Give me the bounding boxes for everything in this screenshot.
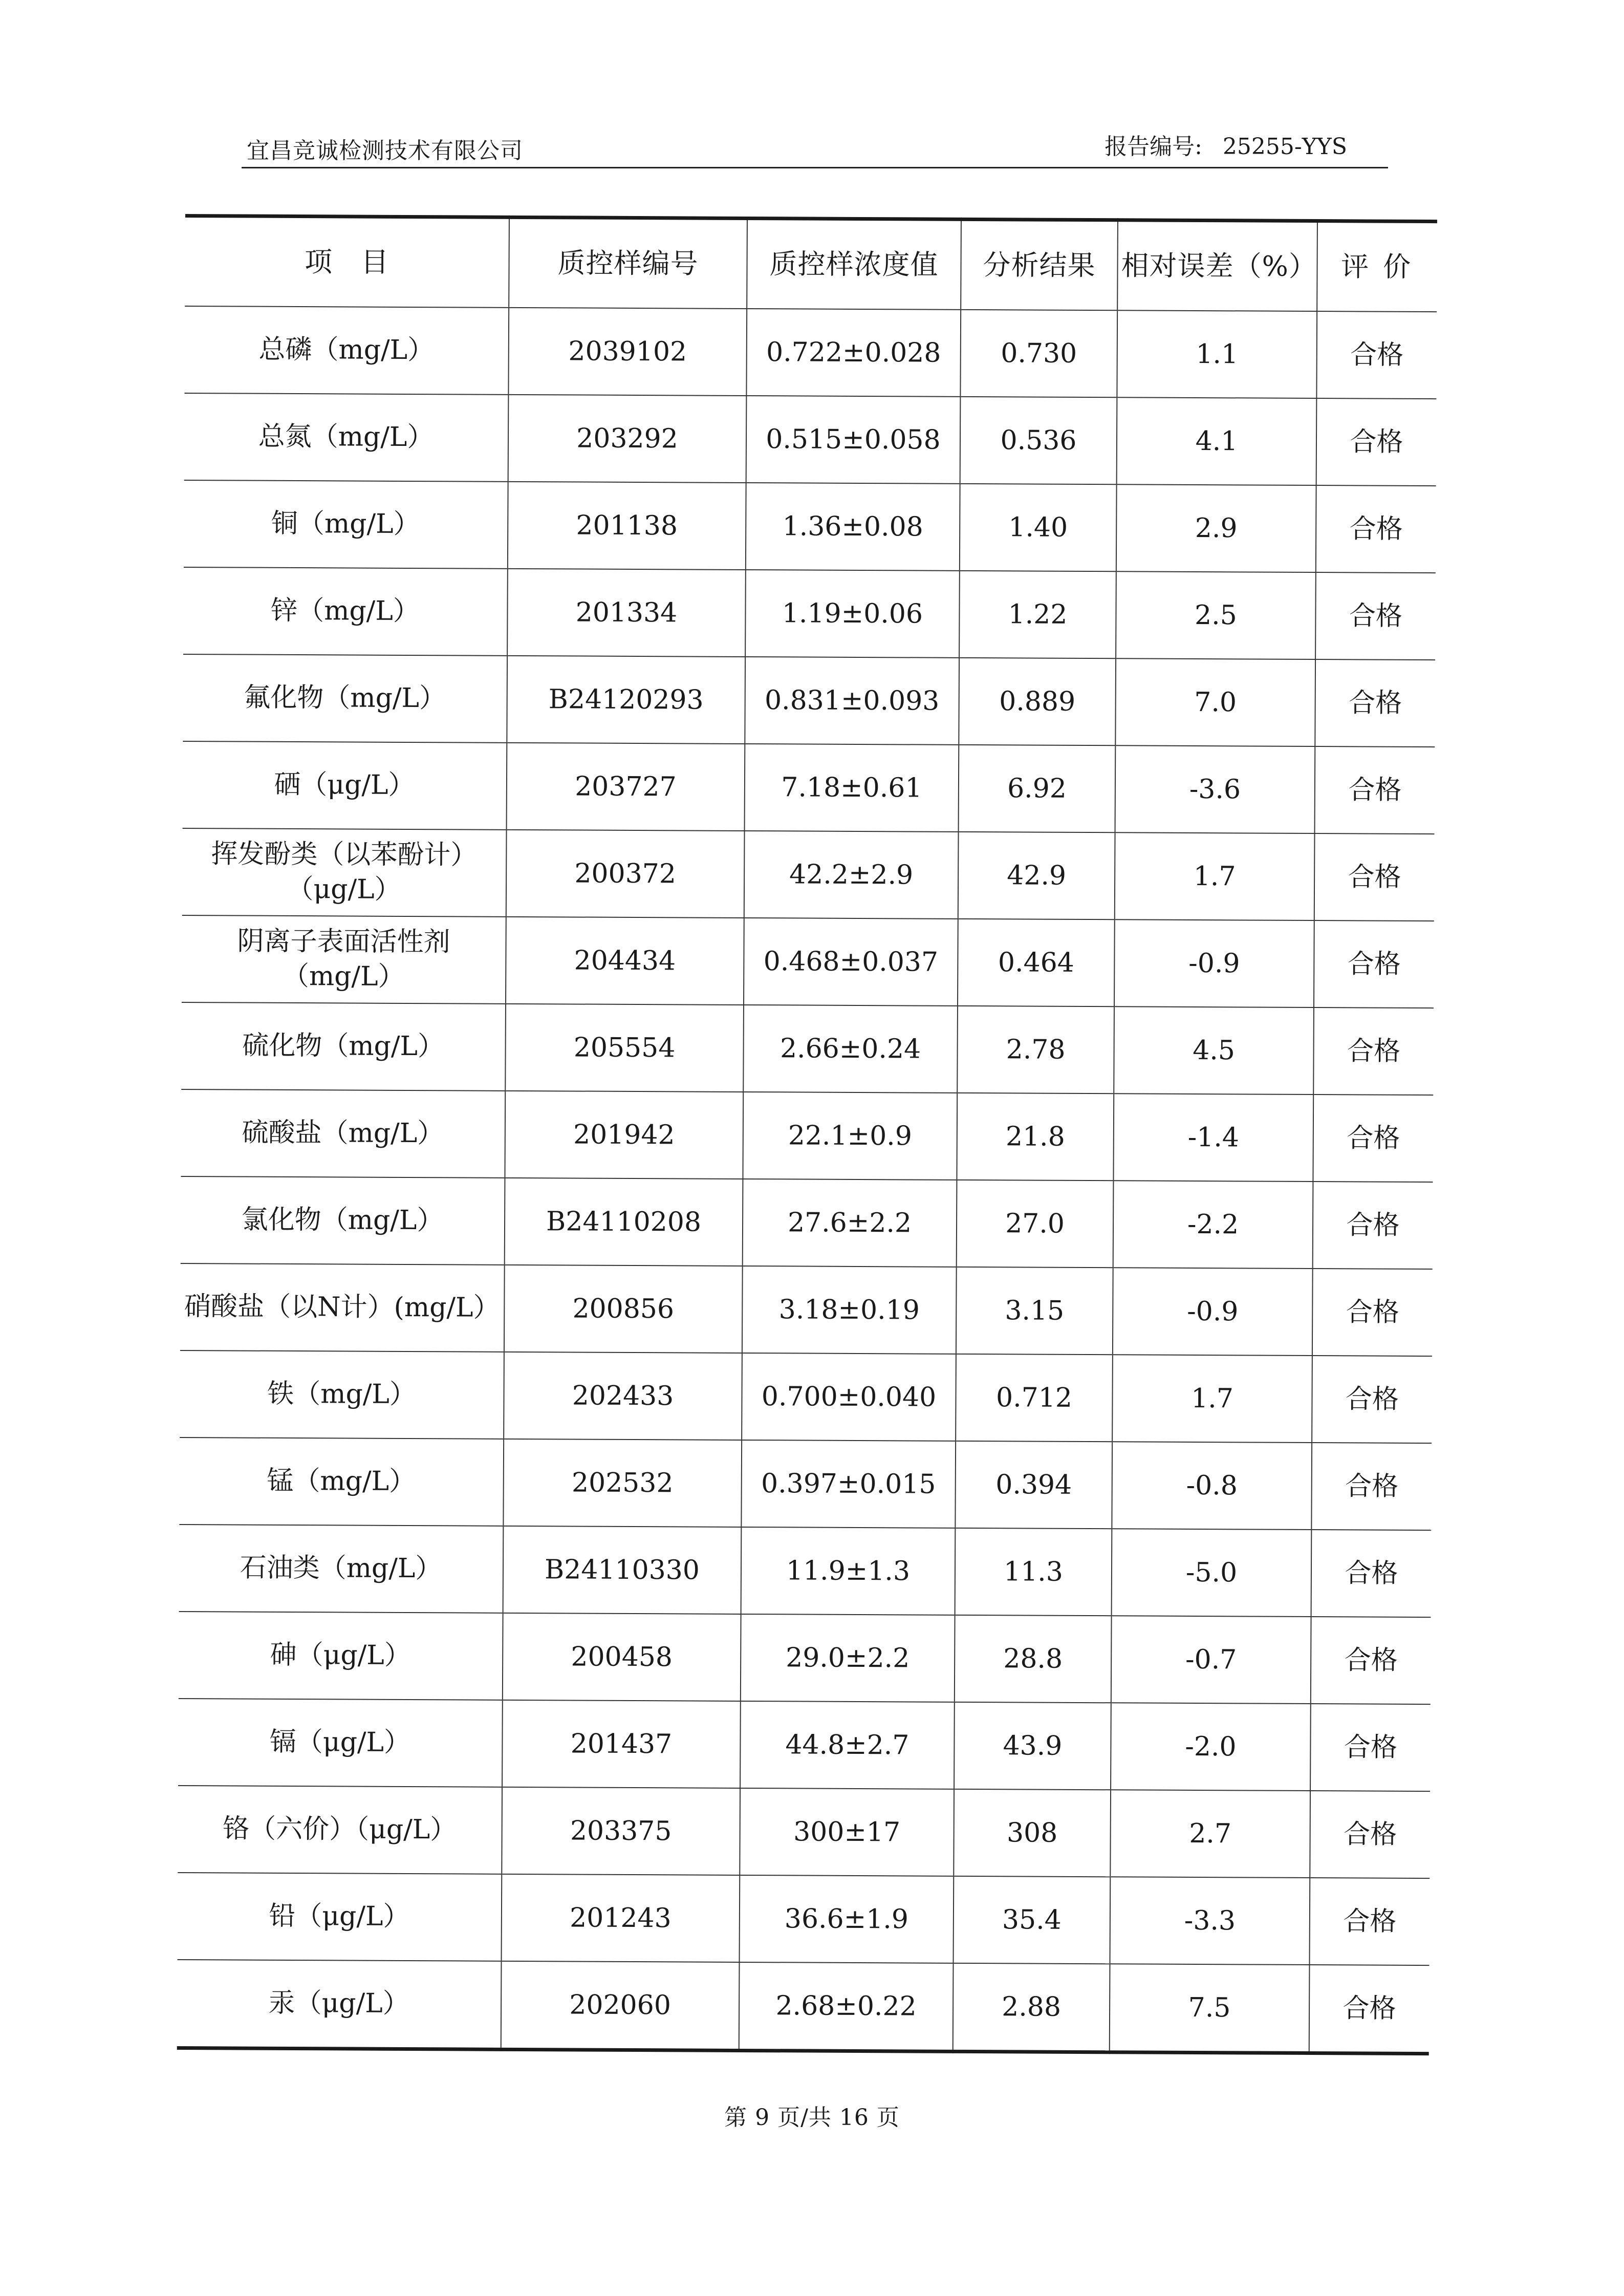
cell-relative-error: 2.9	[1116, 484, 1316, 572]
cell-relative-error: -1.4	[1113, 1093, 1313, 1182]
cell-item: 硝酸盐（以N计）(mg/L）	[180, 1263, 505, 1352]
table-row	[182, 915, 1434, 1008]
table-row	[178, 1699, 1431, 1791]
cell-relative-error: -3.3	[1110, 1877, 1310, 1965]
cell-result: 0.889	[959, 658, 1116, 745]
cell-concentration: 0.700±0.040	[742, 1353, 956, 1441]
cell-sample-id: B24110208	[505, 1178, 743, 1266]
cell-result: 6.92	[959, 745, 1116, 832]
cell-concentration: 1.36±0.08	[746, 483, 960, 571]
cell-sample-id: 202433	[504, 1352, 742, 1440]
cell-result: 35.4	[954, 1876, 1111, 1964]
table-row	[184, 480, 1436, 573]
table-body	[177, 306, 1437, 2054]
cell-item: 铜（mg/L）	[184, 480, 508, 569]
cell-result: 0.712	[956, 1354, 1113, 1442]
table-row	[180, 1350, 1432, 1443]
cell-evaluation: 合格	[1313, 1095, 1433, 1182]
cell-evaluation: 合格	[1311, 1443, 1432, 1530]
cell-sample-id: 203375	[502, 1787, 740, 1875]
cell-evaluation: 合格	[1311, 1530, 1432, 1617]
cell-concentration: 0.468±0.037	[744, 918, 958, 1006]
cell-concentration: 44.8±2.7	[740, 1701, 955, 1789]
cell-result: 2.78	[957, 1006, 1114, 1093]
cell-relative-error: 7.0	[1115, 658, 1315, 746]
column-header-evaluation: 评价	[1317, 221, 1437, 312]
cell-item-line: 阴离子表面活性剂	[237, 926, 450, 958]
cell-sample-id: 202060	[501, 1961, 740, 2051]
table-row	[181, 1176, 1433, 1269]
cell-concentration: 2.68±0.22	[739, 1962, 954, 2051]
cell-result: 0.394	[955, 1441, 1112, 1529]
page-footer: 第 9 页/共 16 页	[724, 2105, 900, 2131]
cell-evaluation: 合格	[1310, 1791, 1430, 1878]
header-divider	[242, 167, 1388, 168]
table-row	[183, 567, 1436, 660]
cell-concentration: 0.831±0.093	[745, 657, 959, 745]
cell-result: 308	[954, 1789, 1111, 1877]
cell-item: 锰（mg/L）	[179, 1437, 504, 1526]
cell-evaluation: 合格	[1309, 1965, 1430, 2054]
cell-item: 氟化物（mg/L）	[183, 654, 507, 743]
cell-relative-error: 4.5	[1114, 1006, 1314, 1095]
table-row	[178, 1873, 1430, 1965]
cell-item: 硫化物（mg/L）	[181, 1002, 506, 1091]
cell-relative-error: -0.9	[1114, 919, 1314, 1007]
cell-item: 铁（mg/L）	[180, 1350, 504, 1439]
company-name: 宜昌竞诚检测技术有限公司	[247, 138, 523, 164]
cell-item	[182, 828, 507, 917]
cell-evaluation: 合格	[1315, 572, 1436, 660]
cell-evaluation: 合格	[1316, 398, 1437, 486]
cell-concentration: 0.722±0.028	[746, 309, 961, 397]
table-row	[179, 1612, 1431, 1704]
cell-item: 氯化物（mg/L）	[181, 1176, 505, 1265]
cell-relative-error: -2.2	[1113, 1181, 1313, 1269]
cell-item: 锌（mg/L）	[183, 567, 508, 656]
cell-item: 硒（μg/L）	[183, 741, 507, 830]
cell-item: 石油类（mg/L）	[179, 1525, 504, 1613]
table-row	[177, 1960, 1430, 2054]
table-row	[179, 1437, 1432, 1530]
cell-result: 1.22	[959, 571, 1116, 658]
cell-relative-error: -0.9	[1113, 1268, 1313, 1356]
cell-concentration: 7.18±0.61	[745, 744, 959, 832]
cell-relative-error: 7.5	[1110, 1964, 1310, 2053]
cell-item: 铬（六价）（μg/L）	[178, 1786, 502, 1874]
quality-control-table	[177, 214, 1437, 2055]
cell-relative-error: -5.0	[1112, 1529, 1312, 1617]
table-row	[181, 1002, 1434, 1095]
cell-result: 0.464	[958, 919, 1115, 1006]
cell-evaluation: 合格	[1315, 659, 1435, 747]
cell-evaluation: 合格	[1314, 920, 1434, 1008]
cell-sample-id: B24110330	[503, 1526, 742, 1614]
report-number-block	[1105, 128, 1347, 161]
cell-concentration: 29.0±2.2	[741, 1614, 955, 1702]
cell-sample-id: 2039102	[508, 308, 747, 396]
cell-sample-id: 200458	[503, 1613, 741, 1701]
cell-relative-error: 2.5	[1116, 571, 1316, 659]
cell-concentration: 1.19±0.06	[745, 570, 960, 658]
table-row	[183, 741, 1435, 834]
cell-sample-id: 202532	[503, 1439, 742, 1527]
cell-concentration: 300±17	[740, 1788, 954, 1876]
cell-sample-id: 201942	[505, 1091, 743, 1179]
table-row	[182, 828, 1435, 921]
cell-evaluation: 合格	[1312, 1356, 1432, 1443]
cell-relative-error: -0.8	[1112, 1442, 1312, 1530]
cell-evaluation: 合格	[1313, 1182, 1433, 1269]
column-header-item: 项 目	[185, 216, 509, 307]
cell-evaluation: 合格	[1316, 485, 1436, 573]
cell-item: 镉（μg/L）	[178, 1699, 503, 1787]
cell-concentration: 36.6±1.9	[740, 1875, 954, 1963]
cell-evaluation: 合格	[1314, 833, 1435, 921]
cell-result: 43.9	[954, 1702, 1111, 1790]
table-row	[183, 654, 1435, 747]
table-row	[178, 1786, 1430, 1878]
table-row	[179, 1525, 1432, 1617]
cell-result: 0.536	[960, 397, 1117, 484]
cell-evaluation: 合格	[1312, 1269, 1433, 1356]
cell-item-line: 挥发酚类（以苯酚计）	[211, 839, 478, 871]
cell-result: 1.40	[960, 484, 1117, 571]
cell-sample-id: 203292	[508, 395, 747, 483]
cell-sample-id: 203727	[507, 743, 745, 831]
cell-concentration: 42.2±2.9	[744, 831, 959, 919]
cell-sample-id: 201243	[502, 1874, 740, 1962]
cell-result: 11.3	[955, 1528, 1112, 1616]
cell-sample-id: 205554	[505, 1004, 744, 1092]
table-row	[181, 1089, 1433, 1182]
cell-concentration: 27.6±2.2	[743, 1179, 957, 1267]
cell-result: 42.9	[958, 832, 1115, 919]
table-row	[180, 1263, 1433, 1356]
cell-sample-id: 201334	[507, 569, 746, 657]
cell-result: 3.15	[956, 1267, 1113, 1355]
table-row	[184, 393, 1437, 486]
cell-item: 总磷（mg/L）	[184, 306, 509, 395]
report-number-label: 报告编号:	[1105, 134, 1202, 160]
column-header-result: 分析结果	[961, 219, 1118, 310]
page-header	[242, 128, 1388, 169]
cell-item: 砷（μg/L）	[179, 1612, 503, 1700]
cell-concentration: 0.515±0.058	[746, 396, 961, 484]
column-header-relative-error: 相对误差（%）	[1117, 220, 1317, 311]
cell-result: 28.8	[955, 1615, 1112, 1703]
cell-result: 2.88	[953, 1963, 1110, 2052]
cell-evaluation: 合格	[1313, 1007, 1434, 1095]
table-header-row	[185, 216, 1437, 312]
report-number-value: 25255-YYS	[1222, 134, 1347, 160]
cell-evaluation: 合格	[1315, 746, 1435, 834]
cell-concentration: 3.18±0.19	[742, 1266, 957, 1354]
cell-evaluation: 合格	[1310, 1704, 1431, 1791]
cell-relative-error: 4.1	[1117, 397, 1317, 485]
column-header-sample-id: 质控样编号	[509, 217, 747, 309]
cell-result: 21.8	[957, 1093, 1114, 1181]
cell-evaluation: 合格	[1311, 1617, 1431, 1704]
table-row	[184, 306, 1437, 399]
cell-sample-id: 201437	[502, 1700, 741, 1788]
cell-item: 汞（μg/L）	[177, 1960, 502, 2049]
cell-relative-error: -2.0	[1111, 1703, 1311, 1791]
cell-item-line: （μg/L）	[287, 873, 401, 905]
cell-relative-error: 2.7	[1110, 1790, 1310, 1878]
cell-concentration: 2.66±0.24	[743, 1005, 958, 1093]
cell-item: 硫酸盐（mg/L）	[181, 1089, 505, 1178]
cell-sample-id: 200856	[504, 1265, 743, 1353]
cell-result: 27.0	[957, 1180, 1114, 1268]
cell-item: 总氮（mg/L）	[184, 393, 509, 482]
cell-sample-id: 204434	[506, 917, 744, 1005]
cell-relative-error: -0.7	[1111, 1616, 1311, 1704]
cell-evaluation: 合格	[1310, 1878, 1430, 1965]
cell-concentration: 0.397±0.015	[741, 1440, 956, 1528]
cell-item	[182, 915, 506, 1004]
cell-concentration: 22.1±0.9	[743, 1092, 957, 1180]
cell-result: 0.730	[960, 310, 1117, 397]
cell-concentration: 11.9±1.3	[741, 1527, 956, 1615]
cell-sample-id: 201138	[508, 482, 746, 570]
cell-item-line: （mg/L）	[282, 960, 405, 992]
column-header-concentration: 质控样浓度值	[747, 218, 961, 309]
cell-relative-error: -3.6	[1115, 745, 1315, 833]
cell-relative-error: 1.7	[1115, 832, 1315, 920]
cell-sample-id: 200372	[506, 830, 745, 918]
cell-item: 铅（μg/L）	[178, 1873, 502, 1961]
cell-sample-id: B24120293	[507, 656, 745, 744]
cell-relative-error: 1.1	[1117, 310, 1317, 398]
cell-evaluation: 合格	[1316, 311, 1437, 399]
cell-relative-error: 1.7	[1112, 1355, 1312, 1443]
